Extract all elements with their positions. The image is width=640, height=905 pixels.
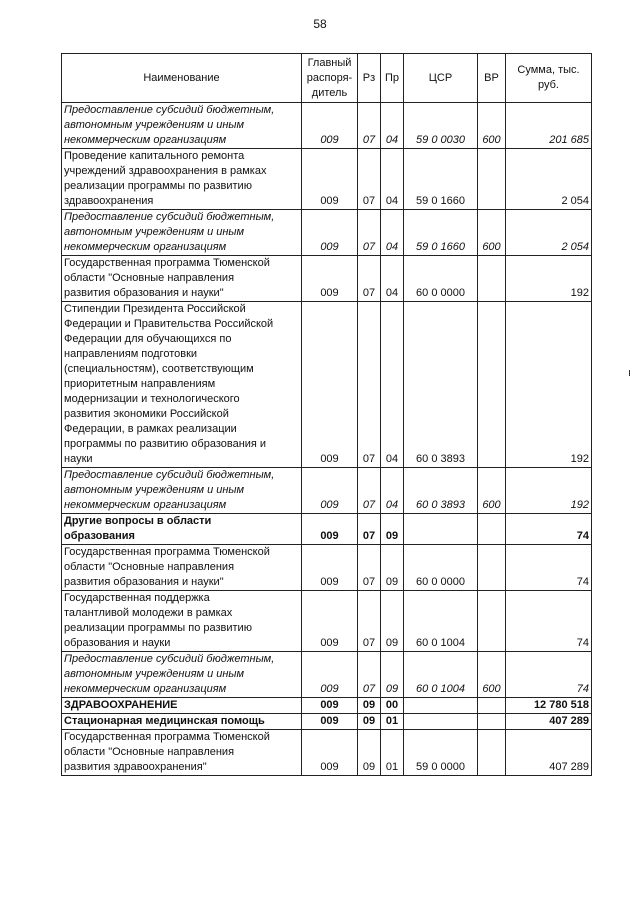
cell-expense-type xyxy=(478,149,506,210)
cell-subsection: 09 xyxy=(381,652,404,698)
cell-expense-type: 600 xyxy=(478,210,506,256)
cell-name: Предоставление субсидий бюджетным, автономным учреждениям и иным некоммерческим организациям xyxy=(62,652,302,698)
table-row xyxy=(62,698,592,714)
table-row xyxy=(62,210,592,256)
cell-section: 07 xyxy=(358,514,381,545)
cell-subsection: 00 xyxy=(381,698,404,714)
cell-section: 07 xyxy=(358,591,381,652)
budget-table xyxy=(61,53,592,776)
cell-subsection: 09 xyxy=(381,514,404,545)
cell-section: 09 xyxy=(358,730,381,776)
cell-subsection: 04 xyxy=(381,256,404,302)
cell-target-article xyxy=(404,698,478,714)
cell-name: Предоставление субсидий бюджетным, автономным учреждениям и иным некоммерческим организациям xyxy=(62,210,302,256)
cell-section: 09 xyxy=(358,714,381,730)
cell-main-manager: 009 xyxy=(302,514,358,545)
cell-name: Государственная программа Тюменской области "Основные направления развития здравоохранения" xyxy=(62,730,302,776)
header-subsection: Пр xyxy=(381,54,404,103)
cell-subsection: 01 xyxy=(381,714,404,730)
cell-section: 07 xyxy=(358,256,381,302)
cell-amount: 192 xyxy=(506,302,592,468)
header-expense-type: ВР xyxy=(478,54,506,103)
cell-expense-type xyxy=(478,514,506,545)
cell-target-article xyxy=(404,714,478,730)
table-row xyxy=(62,652,592,698)
margin-mark xyxy=(629,370,630,376)
cell-section: 07 xyxy=(358,468,381,514)
cell-name: Предоставление субсидий бюджетным, автономным учреждениям и иным некоммерческим организациям xyxy=(62,103,302,149)
cell-target-article: 60 0 0000 xyxy=(404,545,478,591)
cell-amount: 407 289 xyxy=(506,714,592,730)
cell-amount: 74 xyxy=(506,514,592,545)
cell-subsection: 04 xyxy=(381,103,404,149)
cell-amount: 407 289 xyxy=(506,730,592,776)
cell-amount: 2 054 xyxy=(506,149,592,210)
cell-expense-type xyxy=(478,591,506,652)
cell-amount: 192 xyxy=(506,468,592,514)
cell-subsection: 04 xyxy=(381,149,404,210)
cell-target-article: 60 0 1004 xyxy=(404,591,478,652)
cell-section: 07 xyxy=(358,149,381,210)
header-main-manager: Главный распоря-дитель xyxy=(302,54,358,103)
table-row xyxy=(62,591,592,652)
cell-amount: 192 xyxy=(506,256,592,302)
table-row xyxy=(62,514,592,545)
cell-main-manager: 009 xyxy=(302,103,358,149)
table-row xyxy=(62,545,592,591)
cell-main-manager: 009 xyxy=(302,652,358,698)
cell-target-article: 59 0 0030 xyxy=(404,103,478,149)
cell-expense-type xyxy=(478,256,506,302)
table-row xyxy=(62,149,592,210)
cell-main-manager: 009 xyxy=(302,468,358,514)
table-row xyxy=(62,714,592,730)
cell-name: Проведение капитального ремонта учреждений здравоохранения в рамках реализации программы по развитию здравоохранения xyxy=(62,149,302,210)
cell-section: 07 xyxy=(358,210,381,256)
cell-expense-type: 600 xyxy=(478,468,506,514)
cell-target-article: 60 0 3893 xyxy=(404,302,478,468)
cell-amount: 74 xyxy=(506,652,592,698)
cell-main-manager: 009 xyxy=(302,302,358,468)
cell-amount: 201 685 xyxy=(506,103,592,149)
cell-main-manager: 009 xyxy=(302,256,358,302)
cell-name: Государственная поддержка талантливой молодежи в рамках реализации программы по развитию образования и науки xyxy=(62,591,302,652)
cell-name: Государственная программа Тюменской области "Основные направления развития образования и науки" xyxy=(62,256,302,302)
cell-main-manager: 009 xyxy=(302,698,358,714)
header-amount: Сумма, тыс. руб. xyxy=(506,54,592,103)
cell-subsection: 04 xyxy=(381,302,404,468)
cell-subsection: 01 xyxy=(381,730,404,776)
cell-main-manager: 009 xyxy=(302,545,358,591)
cell-expense-type xyxy=(478,698,506,714)
cell-section: 07 xyxy=(358,103,381,149)
cell-name: Стипендии Президента Российской Федерации и Правительства Российской Федерации для обучающихся по направлениям подготовки (специальностям), соответствующим приоритетным направлениям модернизации и технологического развития экономики Российской Федерации, в рамках реализации программы по развитию образования и науки xyxy=(62,302,302,468)
table-row xyxy=(62,103,592,149)
cell-target-article: 59 0 0000 xyxy=(404,730,478,776)
cell-target-article: 60 0 3893 xyxy=(404,468,478,514)
table-row xyxy=(62,730,592,776)
cell-target-article: 60 0 1004 xyxy=(404,652,478,698)
cell-main-manager: 009 xyxy=(302,714,358,730)
cell-target-article: 60 0 0000 xyxy=(404,256,478,302)
cell-expense-type xyxy=(478,302,506,468)
cell-subsection: 04 xyxy=(381,210,404,256)
cell-expense-type: 600 xyxy=(478,103,506,149)
cell-main-manager: 009 xyxy=(302,591,358,652)
cell-amount: 74 xyxy=(506,545,592,591)
page-number: 58 xyxy=(313,17,327,31)
cell-amount: 2 054 xyxy=(506,210,592,256)
cell-name: Другие вопросы в области образования xyxy=(62,514,302,545)
cell-main-manager: 009 xyxy=(302,149,358,210)
cell-section: 09 xyxy=(358,698,381,714)
cell-section: 07 xyxy=(358,652,381,698)
cell-expense-type xyxy=(478,545,506,591)
cell-section: 07 xyxy=(358,302,381,468)
cell-name: ЗДРАВООХРАНЕНИЕ xyxy=(62,698,302,714)
cell-expense-type xyxy=(478,714,506,730)
cell-name: Государственная программа Тюменской области "Основные направления развития образования и науки" xyxy=(62,545,302,591)
cell-subsection: 04 xyxy=(381,468,404,514)
cell-expense-type: 600 xyxy=(478,652,506,698)
cell-name: Предоставление субсидий бюджетным, автономным учреждениям и иным некоммерческим организациям xyxy=(62,468,302,514)
table-row xyxy=(62,468,592,514)
cell-target-article: 59 0 1660 xyxy=(404,210,478,256)
cell-amount: 12 780 518 xyxy=(506,698,592,714)
header-section: Рз xyxy=(358,54,381,103)
cell-main-manager: 009 xyxy=(302,210,358,256)
cell-target-article xyxy=(404,514,478,545)
table-row xyxy=(62,256,592,302)
cell-expense-type xyxy=(478,730,506,776)
cell-section: 07 xyxy=(358,545,381,591)
cell-name: Стационарная медицинская помощь xyxy=(62,714,302,730)
table-header-row xyxy=(62,54,592,103)
header-target-article: ЦСР xyxy=(404,54,478,103)
cell-target-article: 59 0 1660 xyxy=(404,149,478,210)
header-name: Наименование xyxy=(62,54,302,103)
cell-subsection: 09 xyxy=(381,591,404,652)
cell-subsection: 09 xyxy=(381,545,404,591)
cell-main-manager: 009 xyxy=(302,730,358,776)
table-row xyxy=(62,302,592,468)
cell-amount: 74 xyxy=(506,591,592,652)
